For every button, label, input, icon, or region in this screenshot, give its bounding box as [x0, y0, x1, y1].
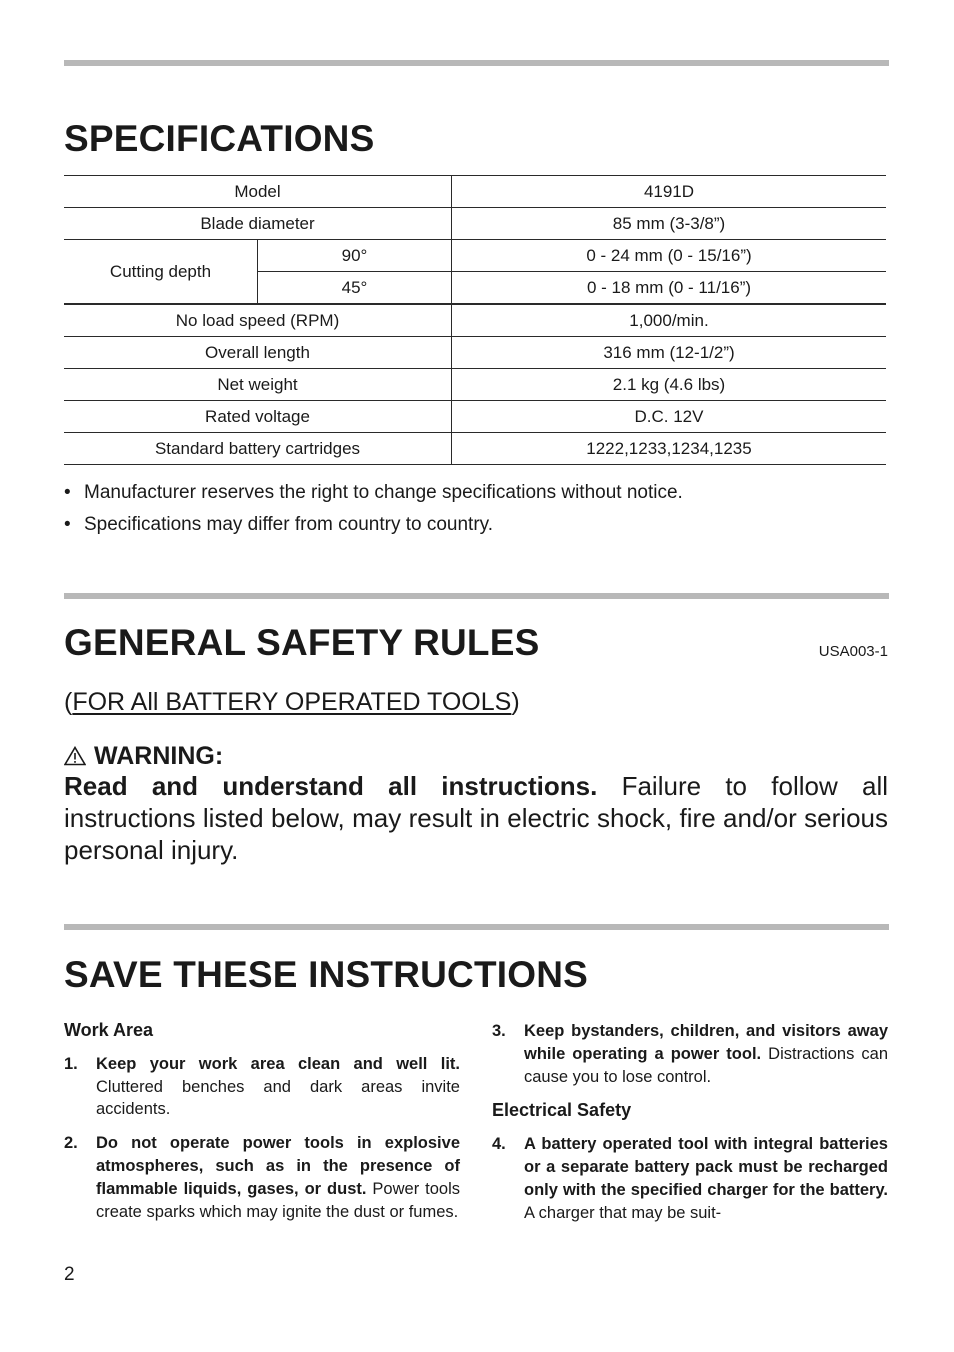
subtitle-close-paren: )	[511, 688, 520, 716]
section-divider-general-safety	[64, 593, 889, 599]
spec-label: Standard battery cartridges	[64, 433, 452, 465]
spec-row-battery	[64, 433, 886, 465]
instruction-item-4	[492, 1133, 888, 1224]
spec-value: D.C. 12V	[452, 401, 887, 433]
instruction-item-3	[492, 1020, 888, 1088]
spec-label: Net weight	[64, 369, 452, 401]
spec-value: 316 mm (12-1/2”)	[452, 337, 887, 369]
spec-value: 0 - 24 mm (0 - 15/16”)	[452, 240, 887, 272]
spec-row-net-weight	[64, 369, 886, 401]
electrical-safety-heading: Electrical Safety	[492, 1100, 632, 1121]
item-number: 4.	[492, 1135, 506, 1154]
spec-row-no-load-speed	[64, 304, 886, 337]
spec-value: 1222,1233,1234,1235	[452, 433, 887, 465]
spec-label: Overall length	[64, 337, 452, 369]
instruction-item-2	[64, 1132, 460, 1223]
spec-value: 1,000/min.	[452, 304, 887, 337]
spec-value: 2.1 kg (4.6 lbs)	[452, 369, 887, 401]
spec-note-text: Specifications may differ from country to country.	[84, 514, 494, 535]
save-instructions-title: SAVE THESE INSTRUCTIONS	[64, 954, 589, 995]
item-bold-text: A battery operated tool with integral batteries or a separate battery pack must be recharged only with the specified charger for the battery.	[524, 1135, 888, 1199]
spec-value: 85 mm (3-3/8”)	[452, 208, 887, 240]
work-area-heading: Work Area	[64, 1020, 154, 1040]
spec-row-cutting-depth-90	[64, 240, 886, 272]
section-divider-specifications	[64, 60, 889, 66]
spec-label: No load speed (RPM)	[64, 304, 452, 337]
warning-label: WARNING:	[94, 742, 224, 770]
spec-angle: 45°	[258, 272, 452, 305]
item-number: 2.	[64, 1134, 78, 1153]
spec-angle: 90°	[258, 240, 452, 272]
general-safety-title: GENERAL SAFETY RULES	[64, 622, 540, 663]
item-text: Distractions can cause you to lose control.	[524, 1044, 888, 1086]
document-code: USA003-1	[818, 643, 888, 660]
spec-row-model	[64, 176, 886, 208]
warning-text: Failure to follow all instructions listed below, may result in electric shock, fire and/or serious personal injury.	[64, 771, 888, 865]
specifications-title: SPECIFICATIONS	[64, 118, 375, 159]
item-number: 3.	[492, 1022, 506, 1040]
page-number: 2	[64, 1264, 75, 1285]
item-bold-text: Keep bystanders, children, and visitors away while operating a power tool.	[524, 1022, 888, 1063]
spec-label: Rated voltage	[64, 401, 452, 433]
item-bold-text: Keep your work area clean and well lit.	[96, 1054, 460, 1073]
spec-row-blade-diameter	[64, 208, 886, 240]
spec-label: Model	[64, 176, 452, 208]
spec-note	[64, 514, 493, 536]
subtitle-open-paren: (	[64, 688, 73, 716]
spec-note	[64, 482, 683, 504]
item-bold-text: Do not operate power tools in explosive atmospheres, such as in the presence of flammable liquids, gases, or dust.	[96, 1134, 460, 1198]
spec-row-rated-voltage	[64, 401, 886, 433]
left-column	[64, 1019, 460, 1234]
instruction-item-1	[64, 1053, 460, 1121]
general-safety-subtitle	[64, 688, 520, 717]
subtitle-text: FOR All BATTERY OPERATED TOOLS	[72, 688, 512, 716]
spec-note-text: Manufacturer reserves the right to change specifications without notice.	[84, 482, 683, 503]
warning-bold-text: Read and understand all instructions.	[64, 771, 598, 801]
warning-paragraph	[64, 770, 888, 866]
warning-heading	[64, 742, 223, 771]
specifications-table	[64, 175, 886, 465]
item-text: Power tools create sparks which may ignite the dust or fumes.	[96, 1179, 460, 1221]
spec-value: 0 - 18 mm (0 - 11/16”)	[452, 272, 887, 305]
spec-label: Blade diameter	[64, 208, 452, 240]
warning-triangle-icon	[64, 746, 86, 766]
item-number: 1.	[64, 1054, 78, 1073]
section-divider-save-instructions	[64, 924, 889, 930]
right-column	[492, 1020, 888, 1235]
spec-label: Cutting depth	[64, 240, 258, 305]
bullet-icon: •	[64, 482, 71, 503]
item-text: A charger that may be suit-	[524, 1203, 722, 1222]
spec-value: 4191D	[452, 176, 887, 208]
item-text: Cluttered benches and dark areas invite accidents.	[96, 1077, 460, 1119]
bullet-icon: •	[64, 514, 71, 535]
spec-row-overall-length	[64, 337, 886, 369]
